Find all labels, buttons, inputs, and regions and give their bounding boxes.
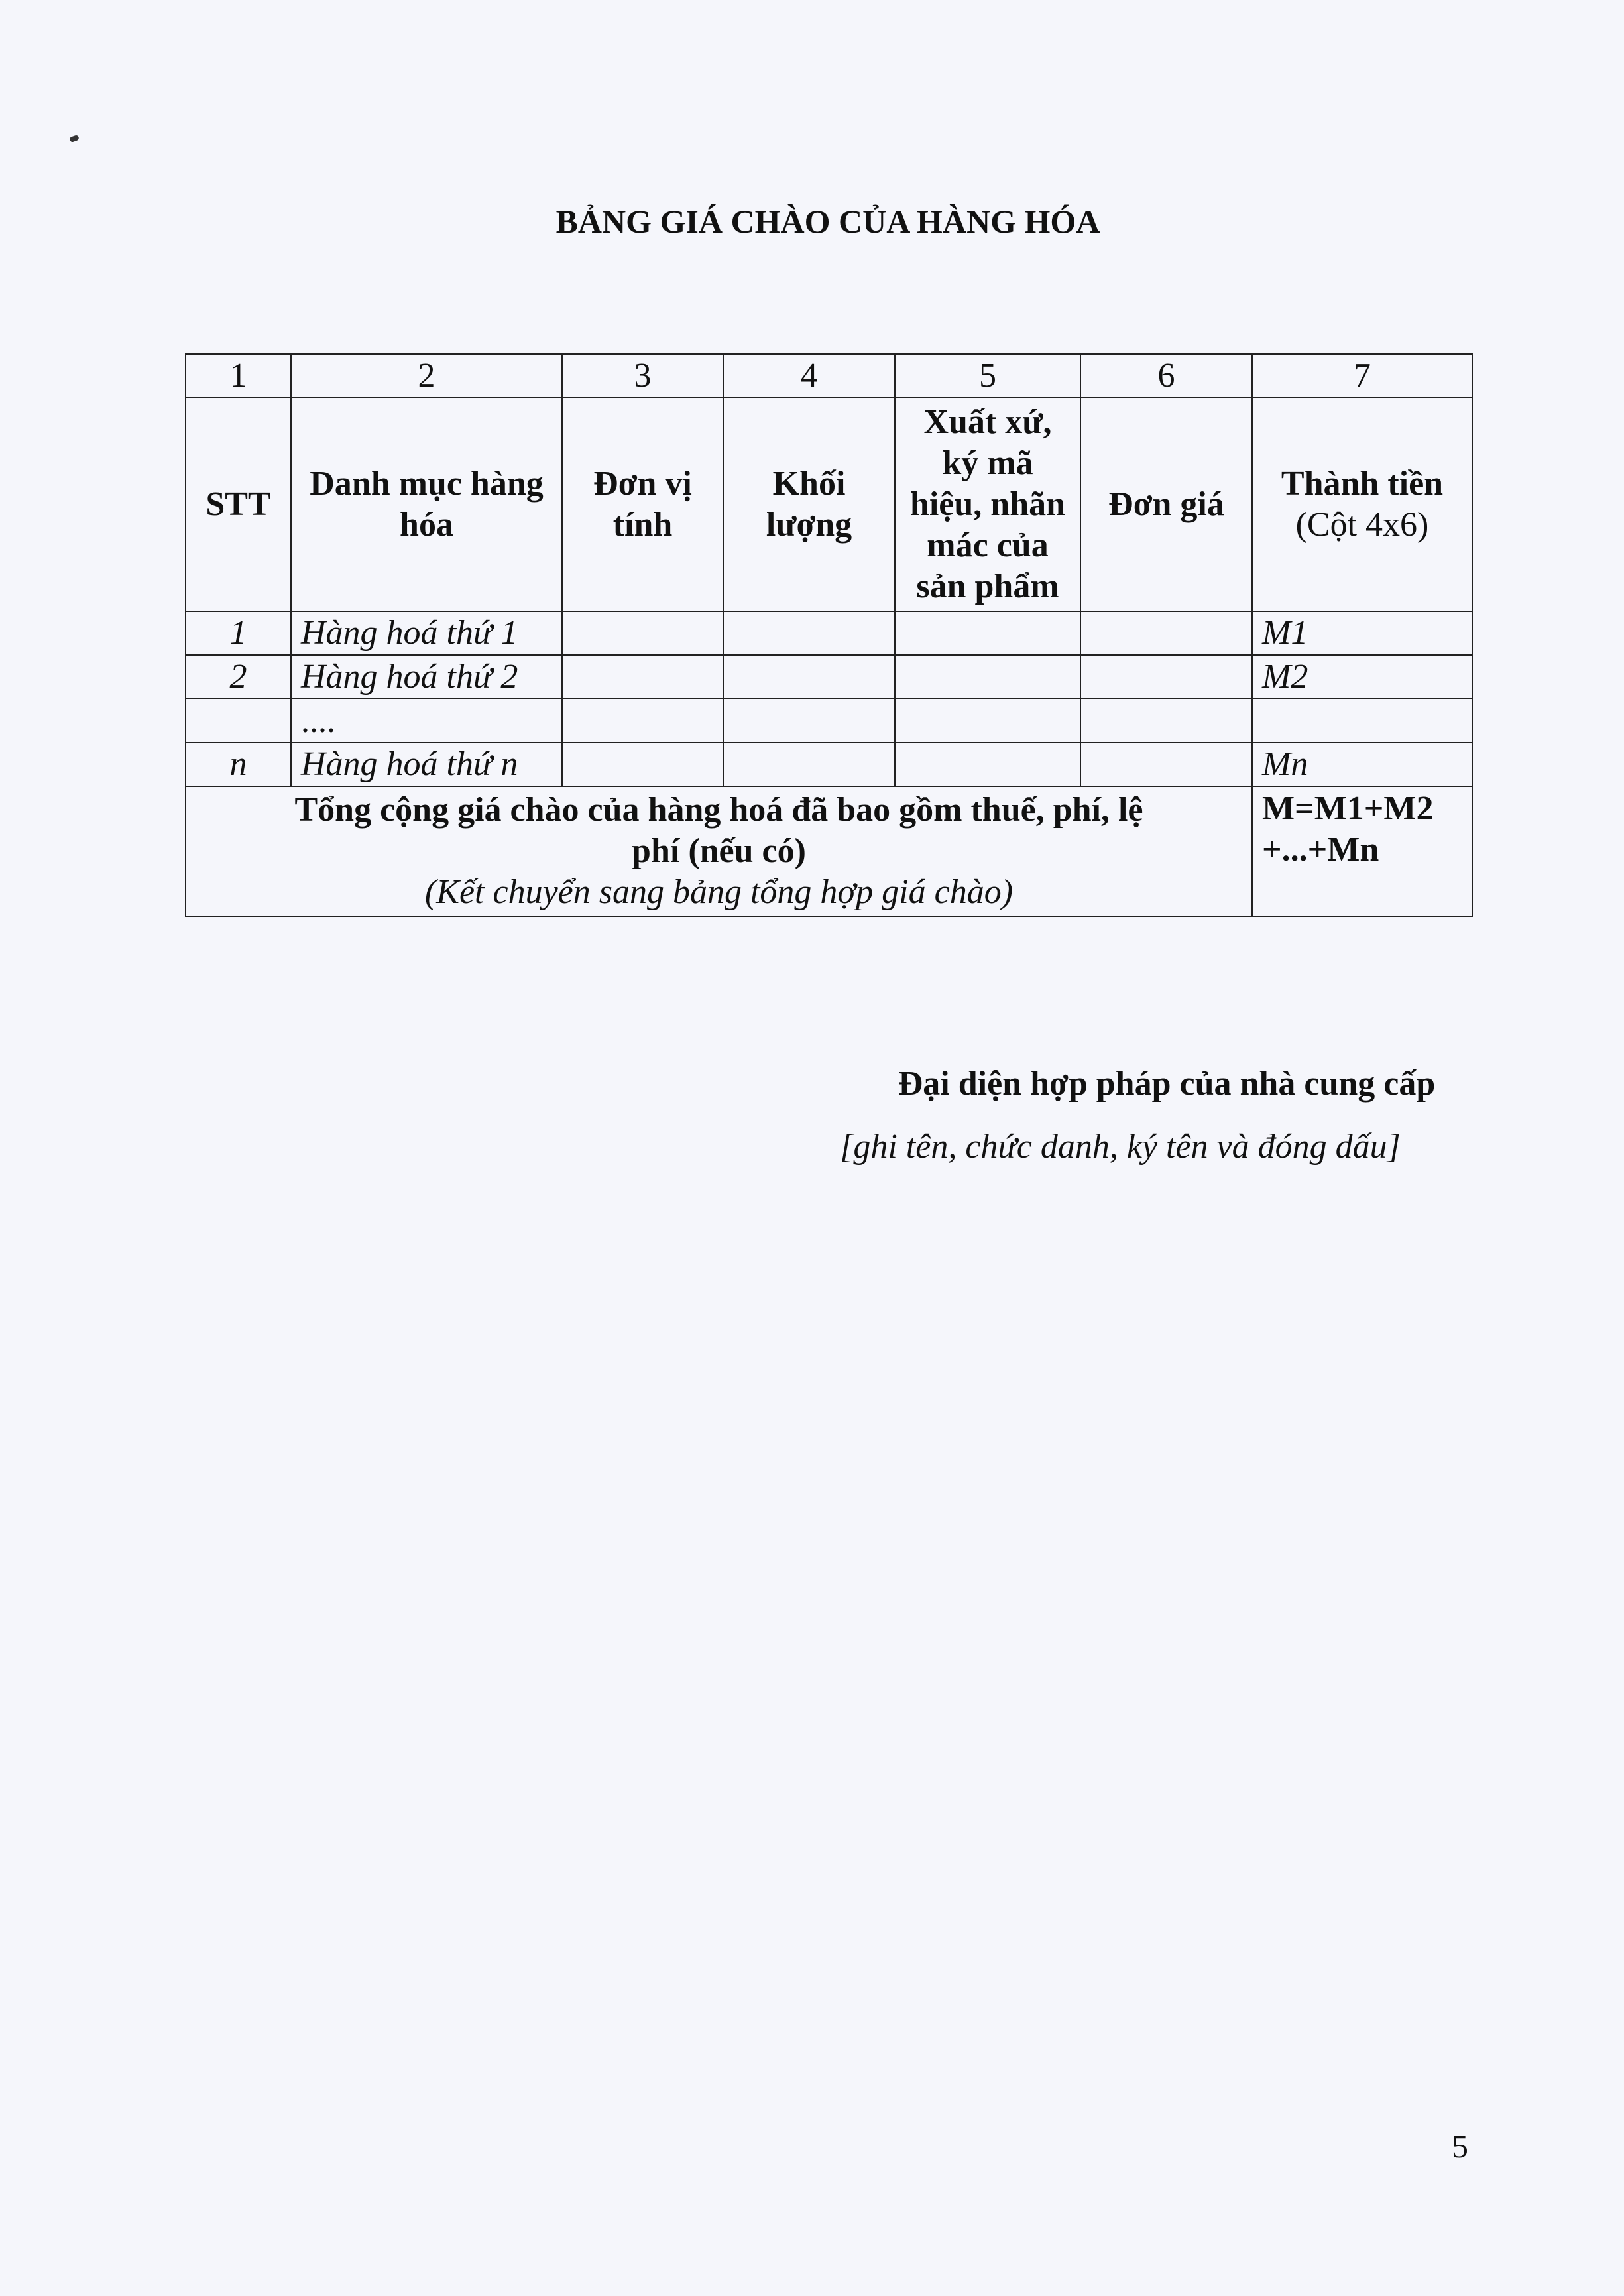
table-row: [186, 655, 1472, 699]
cell-amount: Mn: [1252, 743, 1472, 786]
cell-item: ....: [291, 699, 562, 743]
column-number: 1: [186, 354, 291, 398]
header-amount-note: (Cột 4x6): [1295, 506, 1429, 544]
header-amount-label: Thành tiền: [1281, 465, 1444, 503]
cell-amount: [1252, 699, 1472, 743]
column-number: 5: [895, 354, 1080, 398]
column-number: 4: [723, 354, 895, 398]
column-number: 7: [1252, 354, 1472, 398]
table-row: [186, 611, 1472, 655]
table-row: [186, 699, 1472, 743]
header-item: Danh mục hàng hóa: [291, 398, 562, 611]
column-number: 2: [291, 354, 562, 398]
cell-amount: M1: [1252, 611, 1472, 655]
header-row: [186, 398, 1472, 611]
header-origin: Xuất xứ, ký mã hiệu, nhãn mác của sản phẩm: [895, 398, 1080, 611]
cell-stt: [186, 699, 291, 743]
price-table: [185, 353, 1473, 917]
scan-speck: [69, 135, 80, 143]
header-unit-price: Đơn giá: [1080, 398, 1252, 611]
header-quantity: Khối lượng: [723, 398, 895, 611]
cell-item: Hàng hoá thứ 1: [291, 611, 562, 655]
signature-note: [ghi tên, chức danh, ký tên và đóng dấu]: [840, 1128, 1401, 1166]
cell-stt: 1: [186, 611, 291, 655]
cell-item: Hàng hoá thứ 2: [291, 655, 562, 699]
table-row: [186, 743, 1472, 786]
signature-title: Đại diện hợp pháp của nhà cung cấp: [898, 1065, 1436, 1103]
column-number: 6: [1080, 354, 1252, 398]
total-label-cell: [186, 786, 1252, 916]
page-title: BẢNG GIÁ CHÀO CỦA HÀNG HÓA: [555, 203, 1100, 240]
header-amount: [1252, 398, 1472, 611]
total-label: Tổng cộng giá chào của hàng hoá đã bao gồm thuế, phí, lệ phí (nếu có): [294, 791, 1143, 870]
column-number-row: [186, 354, 1472, 398]
header-stt: STT: [186, 398, 291, 611]
column-number: 3: [562, 354, 723, 398]
total-note: (Kết chuyển sang bảng tổng hợp giá chào): [424, 873, 1014, 911]
header-unit: Đơn vị tính: [562, 398, 723, 611]
page-number: 5: [1452, 2128, 1468, 2165]
cell-stt: 2: [186, 655, 291, 699]
total-value: M=M1+M2 +...+Mn: [1252, 786, 1472, 916]
cell-amount: M2: [1252, 655, 1472, 699]
cell-item: Hàng hoá thứ n: [291, 743, 562, 786]
cell-stt: n: [186, 743, 291, 786]
total-row: [186, 786, 1472, 916]
